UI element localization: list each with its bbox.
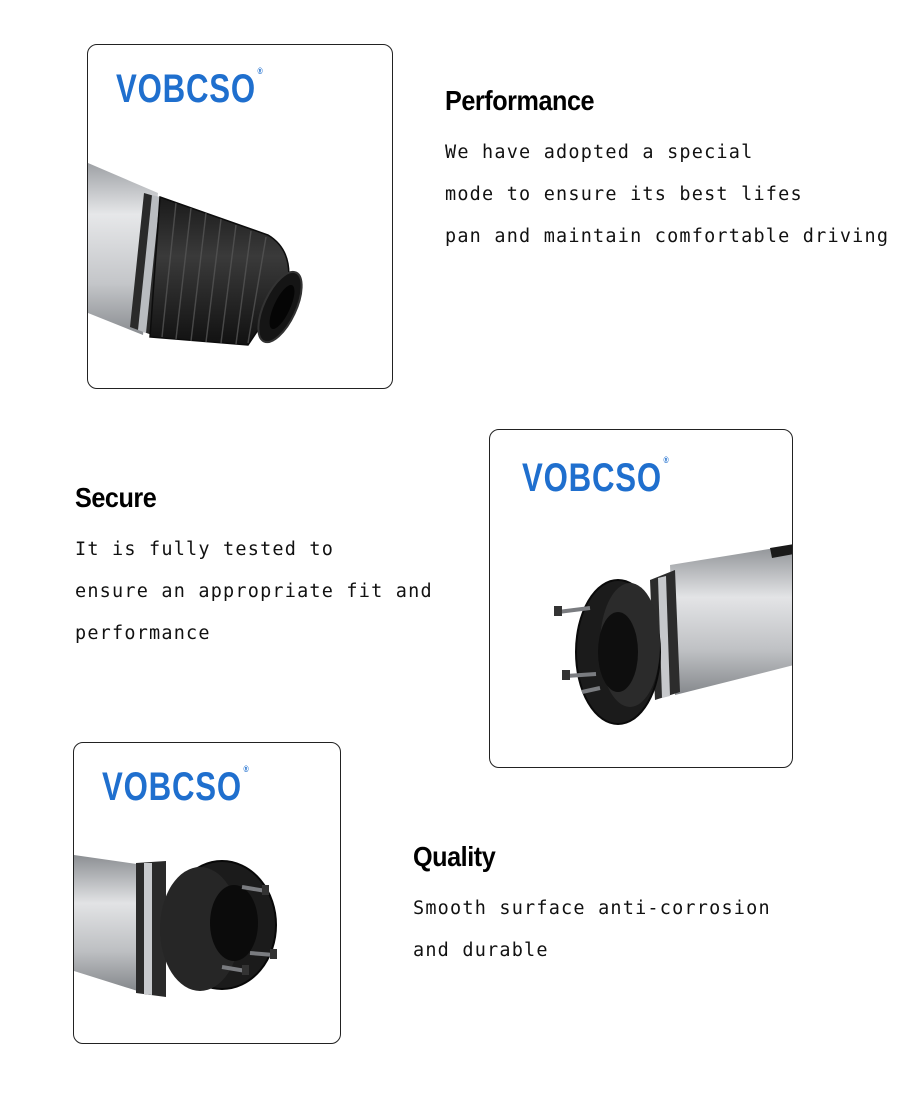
section-text-secure: It is fully tested to ensure an appropriate fit and performance [75, 539, 433, 644]
product-image-card-3 [73, 742, 341, 1044]
product-image-card-2 [489, 429, 793, 768]
section-heading-quality: Quality [413, 841, 496, 872]
air-strut-bellows-image [88, 45, 393, 389]
product-image-card-1 [87, 44, 393, 389]
brand-logo: VOBCSO ® [116, 66, 264, 111]
section-text-quality: Smooth surface anti-corrosion and durable [413, 898, 771, 961]
section-heading-performance: Performance [445, 85, 595, 116]
brand-logo: VOBCSO ® [102, 764, 250, 809]
section-heading-secure: Secure [75, 482, 157, 513]
air-strut-top-mount-image [490, 430, 793, 768]
brand-logo: VOBCSO ® [522, 455, 670, 500]
air-strut-mount-side-image [74, 743, 341, 1044]
section-text-performance: We have adopted a special mode to ensure its best lifes pan and maintain comfortable driving [445, 142, 890, 247]
